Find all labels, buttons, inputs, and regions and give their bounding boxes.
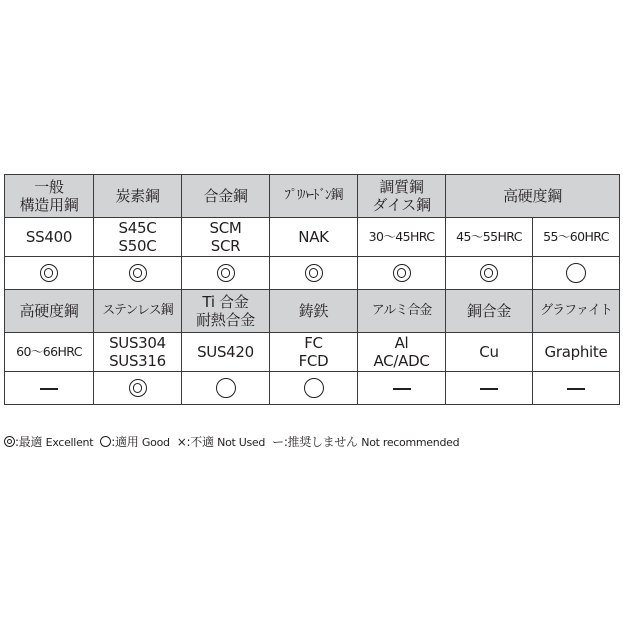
value-cell: [94, 218, 182, 257]
value-row-2: [5, 333, 620, 372]
header-line: 鋳鉄: [298, 302, 329, 320]
header-line: ダイス鋼: [372, 196, 431, 214]
legend-not-recommended-en: Not recommended: [361, 436, 460, 449]
value-line: AC/ADC: [373, 352, 430, 370]
rating-cell: [446, 372, 533, 405]
header-cell: [182, 290, 270, 333]
legend-good-en: Good: [141, 436, 170, 449]
header-cell: [5, 175, 94, 218]
value-line: S50C: [118, 237, 157, 255]
value-line: SCR: [210, 237, 241, 255]
header-line: 一般: [34, 178, 64, 196]
value-cell: [5, 333, 94, 372]
value-cell: [182, 218, 270, 257]
excellent-icon: [4, 436, 15, 447]
good-icon: [100, 436, 111, 447]
legend-not-recommended-label: :推奨しません: [283, 435, 358, 449]
header-cell: [270, 290, 358, 333]
header-line: 銅合金: [466, 302, 512, 320]
excellent-icon: [40, 264, 58, 282]
not-recommended-icon: [40, 388, 58, 390]
value-line: 60～66HRC: [16, 344, 82, 359]
excellent-icon: [217, 264, 235, 282]
header-line: ﾌﾟﾘﾊｰﾄﾞﾝ鋼: [284, 188, 343, 203]
excellent-icon: [393, 264, 411, 282]
rating-cell: [94, 257, 182, 290]
header-line: 高硬度鋼: [19, 302, 79, 320]
legend-excellent-en: Excellent: [45, 436, 94, 449]
value-cell: [358, 333, 446, 372]
value-cell: [270, 218, 358, 257]
header-cell: [94, 175, 182, 218]
value-line: SS400: [25, 228, 73, 246]
excellent-icon: [480, 264, 498, 282]
rating-cell: [182, 257, 270, 290]
value-line: 55～60HRC: [543, 229, 609, 244]
value-cell: [182, 333, 270, 372]
excellent-icon: [129, 264, 147, 282]
legend-excellent-label: :最適: [15, 435, 43, 449]
header-line: 構造用鋼: [19, 196, 79, 214]
value-line: SUS316: [109, 352, 166, 370]
value-row-1: [5, 218, 620, 257]
value-line: FC: [304, 334, 323, 352]
value-cell: [5, 218, 94, 257]
value-cell: [533, 218, 620, 257]
value-line: SUS304: [109, 334, 166, 352]
value-line: Al: [394, 334, 409, 352]
rating-cell: [5, 257, 94, 290]
header-cell: [446, 290, 533, 333]
header-line: 高硬度鋼: [503, 187, 562, 205]
not-used-icon: ×: [176, 435, 187, 449]
not-recommended-icon: [480, 388, 498, 390]
not-recommended-icon: [567, 388, 585, 390]
header-line: ステンレス鋼: [102, 303, 173, 318]
rating-cell: [533, 257, 620, 290]
rating-cell: [94, 372, 182, 405]
header-cell: [358, 175, 446, 218]
header-cell: [5, 290, 94, 333]
not-recommended-icon: [393, 388, 411, 390]
header-row-1: [5, 175, 620, 218]
header-cell: [270, 175, 358, 218]
header-line: 耐熱合金: [196, 311, 255, 329]
header-line: アルミ合金: [371, 303, 432, 318]
not-recommended-icon: ー: [272, 435, 284, 449]
rating-cell: [533, 372, 620, 405]
rating-cell: [358, 257, 446, 290]
value-line: SCM: [209, 219, 242, 237]
legend-not-used-label: :不適: [186, 435, 214, 449]
value-line: 30～45HRC: [368, 229, 435, 244]
header-cell: [446, 175, 620, 218]
value-line: Cu: [479, 343, 499, 361]
header-row-2: [5, 290, 620, 333]
legend-not-used-en: Not Used: [217, 436, 266, 449]
value-cell: [446, 218, 533, 257]
rating-cell: [5, 372, 94, 405]
value-line: S45C: [118, 219, 157, 237]
value-line: 45～55HRC: [456, 229, 522, 244]
excellent-icon: [305, 264, 323, 282]
value-cell: [358, 218, 446, 257]
value-cell: [446, 333, 533, 372]
good-icon: [216, 378, 236, 398]
material-compatibility-table: [4, 174, 619, 405]
good-icon: [566, 263, 586, 283]
legend-good-label: :適用: [111, 435, 139, 449]
header-cell: [182, 175, 270, 218]
rating-cell: [358, 372, 446, 405]
rating-row-1: [5, 257, 620, 290]
header-line: Ti 合金: [202, 293, 249, 311]
value-line: Graphite: [544, 343, 608, 361]
value-line: SUS420: [197, 343, 254, 361]
rating-cell: [270, 372, 358, 405]
header-cell: [533, 290, 620, 333]
header-cell: [358, 290, 446, 333]
legend: [4, 432, 619, 453]
value-cell: [94, 333, 182, 372]
header-cell: [94, 290, 182, 333]
rating-cell: [270, 257, 358, 290]
rating-cell: [182, 372, 270, 405]
value-line: NAK: [298, 228, 329, 246]
excellent-icon: [129, 379, 147, 397]
value-cell: [270, 333, 358, 372]
header-line: 調質鋼: [379, 178, 424, 196]
rating-row-2: [5, 372, 620, 405]
material-table: [4, 174, 620, 405]
good-icon: [304, 378, 324, 398]
rating-cell: [446, 257, 533, 290]
header-line: 炭素鋼: [115, 187, 160, 205]
header-line: グラファイト: [540, 303, 612, 318]
value-cell: [533, 333, 620, 372]
value-line: FCD: [298, 352, 329, 370]
header-line: 合金鋼: [203, 187, 248, 205]
